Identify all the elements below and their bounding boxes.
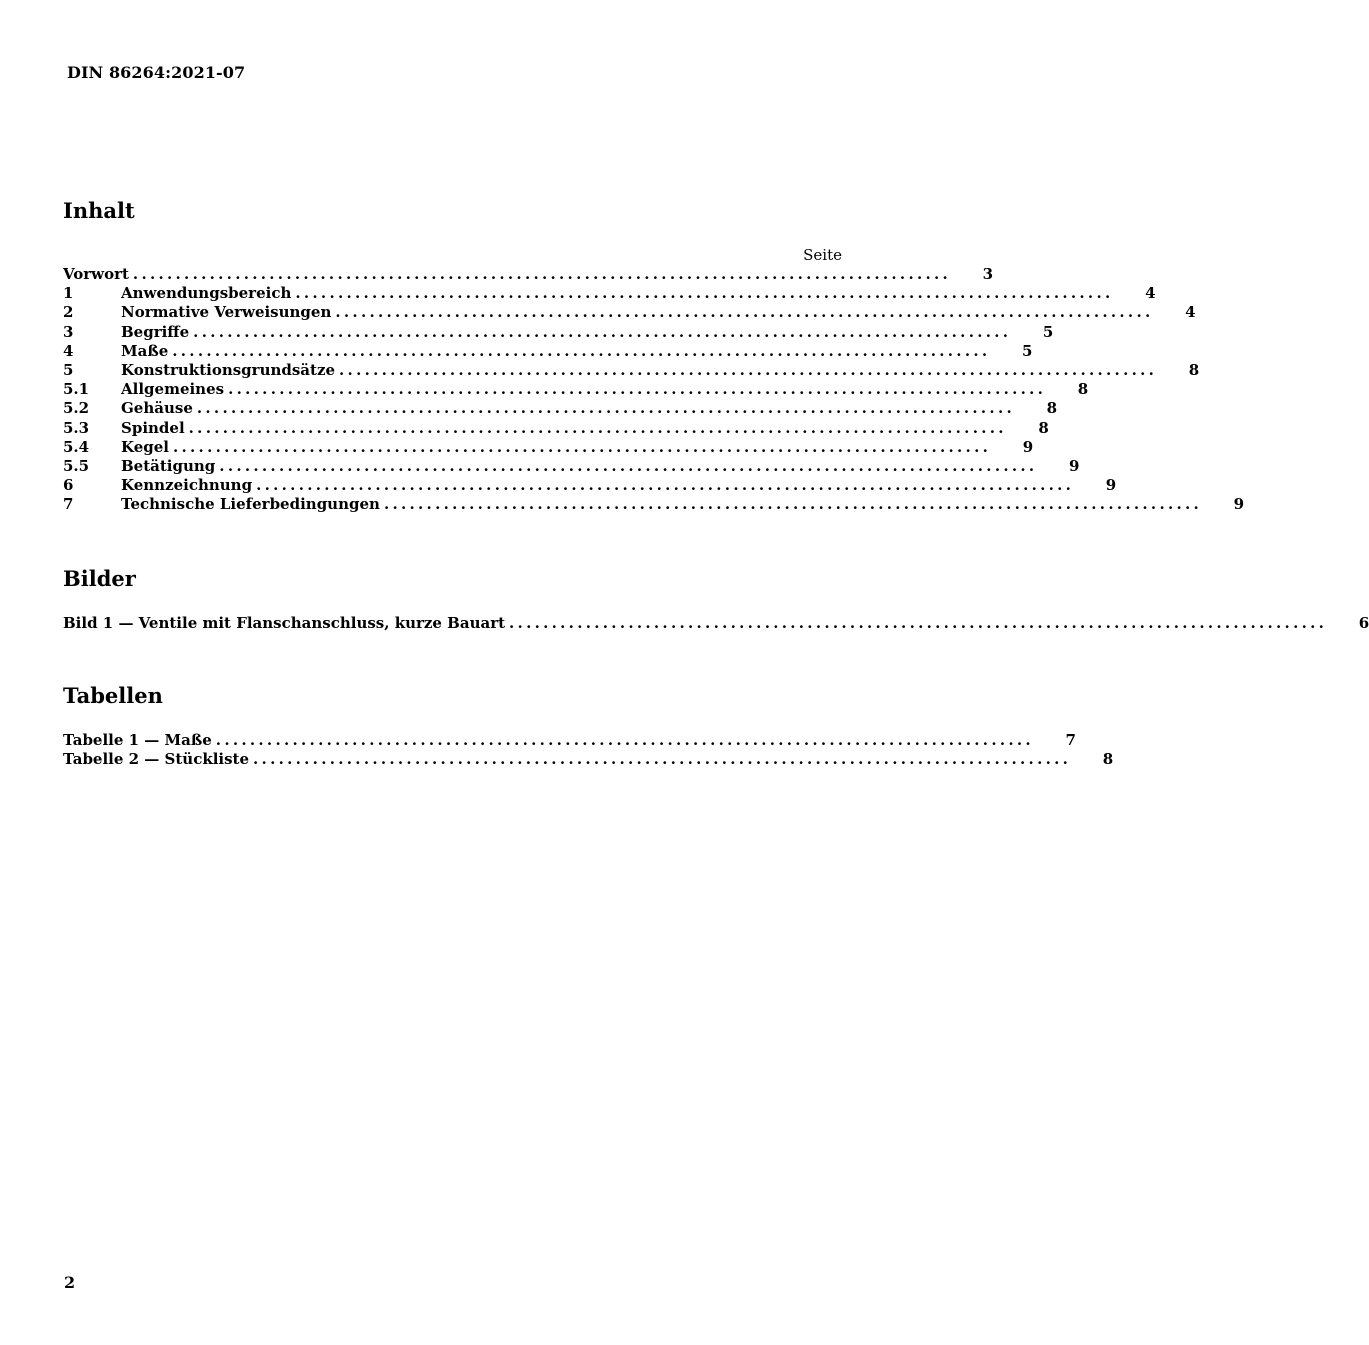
toc-entry[interactable] [63, 437, 1034, 457]
toc-entry-vorwort[interactable] [63, 265, 994, 284]
table-entry-page: 7 [1065, 731, 1076, 749]
leader-dots: ................................................................................................ [132, 265, 952, 283]
leader-dots: ................................................................................................ [172, 437, 992, 456]
page-number: 2 [64, 1273, 76, 1292]
toc-entry-number: 5.5 [63, 456, 90, 475]
leader-dots: ................................................................................................ [335, 303, 1154, 322]
toc-entry-page: 9 [1022, 437, 1034, 456]
page-column-label: Seite [803, 246, 842, 264]
leader-dots: ................................................................................................ [383, 495, 1203, 514]
toc-entry-number: 4 [63, 341, 74, 360]
toc-entry-page: 8 [1188, 360, 1200, 379]
tables-list [63, 731, 1114, 769]
toc-entry-title: Allgemeines [121, 380, 225, 399]
leader-dots: ................................................................................................ [228, 380, 1047, 399]
toc-entry-number: 5.2 [63, 399, 90, 418]
leader-dots: ................................................................................................ [196, 399, 1016, 418]
toc-entry-title: Kegel [121, 437, 169, 456]
figure-entry-page: 6 [1358, 614, 1369, 632]
toc-entry-page: 9 [1069, 456, 1080, 475]
toc-entry-page: 8 [1077, 380, 1089, 399]
toc-entry-title: Kennzeichnung [121, 476, 253, 495]
toc-entry-page: 4 [1185, 303, 1196, 322]
leader-dots: ................................................................................................ [256, 476, 1075, 495]
toc-entry-number: 5.1 [63, 380, 90, 399]
toc-entry[interactable] [63, 284, 1156, 303]
toc-entry-number: 2 [63, 303, 74, 322]
toc-entry-title: Normative Verweisungen [121, 303, 332, 322]
leader-dots: ................................................................................................ [509, 614, 1328, 632]
toc-entry-number: 7 [63, 495, 74, 514]
table-entry[interactable] [63, 750, 1114, 769]
table-entry-title: Tabelle 2 — Stückliste [63, 750, 250, 769]
toc-entry-number: 5 [63, 360, 74, 379]
document-id: DIN 86264:2021-07 [67, 63, 246, 82]
leader-dots: ................................................................................................ [295, 284, 1114, 303]
toc-entry-title: Betätigung [121, 456, 216, 475]
toc-entry[interactable] [63, 476, 1117, 495]
leader-dots: ................................................................................................ [339, 360, 1158, 379]
leader-dots: ................................................................................................ [253, 750, 1072, 769]
toc-entry-title: Konstruktionsgrundsätze [121, 360, 336, 379]
figure-entry[interactable] [63, 614, 1369, 633]
toc-entry-page: 8 [1046, 399, 1058, 418]
contents-list [63, 265, 1245, 514]
leader-dots: ................................................................................................ [193, 322, 1012, 341]
table-entry-page: 8 [1102, 750, 1114, 769]
figures-heading: Bilder [63, 566, 136, 591]
contents-heading: Inhalt [63, 198, 135, 223]
toc-entry-page: 4 [1145, 284, 1156, 303]
toc-entry-page: 5 [1042, 322, 1054, 341]
toc-entry-title: Technische Lieferbedingungen [121, 495, 380, 514]
toc-entry-number: 6 [63, 476, 74, 495]
table-entry[interactable] [63, 731, 1076, 750]
toc-entry-title: Anwendungsbereich [121, 284, 292, 303]
toc-entry-page: 9 [1105, 476, 1117, 495]
toc-entry[interactable] [63, 360, 1200, 380]
toc-entry[interactable] [63, 495, 1245, 514]
toc-entry-number: 5.4 [63, 437, 90, 456]
toc-entry[interactable] [63, 341, 1033, 361]
leader-dots: ................................................................................................ [215, 731, 1034, 749]
toc-entry-title: Spindel [121, 418, 185, 437]
leader-dots: ................................................................................................ [219, 456, 1038, 475]
toc-entry-title: Maße [121, 341, 169, 360]
toc-entry-title: Gehäuse [121, 399, 193, 418]
figure-entry-title: Bild 1 — Ventile mit Flanschanschluss, kurze Bauart [63, 614, 506, 632]
toc-entry[interactable] [63, 399, 1058, 418]
toc-entry-title: Begriffe [121, 322, 190, 341]
toc-entry-page: 5 [1021, 341, 1033, 360]
tables-heading: Tabellen [63, 683, 163, 708]
toc-entry-page: 9 [1233, 495, 1245, 514]
table-entry-title: Tabelle 1 — Maße [63, 731, 212, 749]
toc-entry-number: 5.3 [63, 418, 90, 437]
toc-entry[interactable] [63, 418, 1049, 438]
toc-entry[interactable] [63, 456, 1080, 476]
leader-dots: ................................................................................................ [172, 341, 991, 360]
toc-entry-title: Vorwort [63, 265, 129, 283]
toc-entry[interactable] [63, 380, 1089, 399]
toc-entry[interactable] [63, 303, 1196, 322]
figures-list [63, 614, 1369, 633]
toc-entry-page: 3 [982, 265, 994, 283]
toc-entry-number: 1 [63, 284, 74, 303]
leader-dots: ................................................................................................ [188, 418, 1007, 437]
toc-entry-number: 3 [63, 322, 74, 341]
toc-entry[interactable] [63, 322, 1054, 342]
toc-entry-page: 8 [1038, 418, 1049, 437]
